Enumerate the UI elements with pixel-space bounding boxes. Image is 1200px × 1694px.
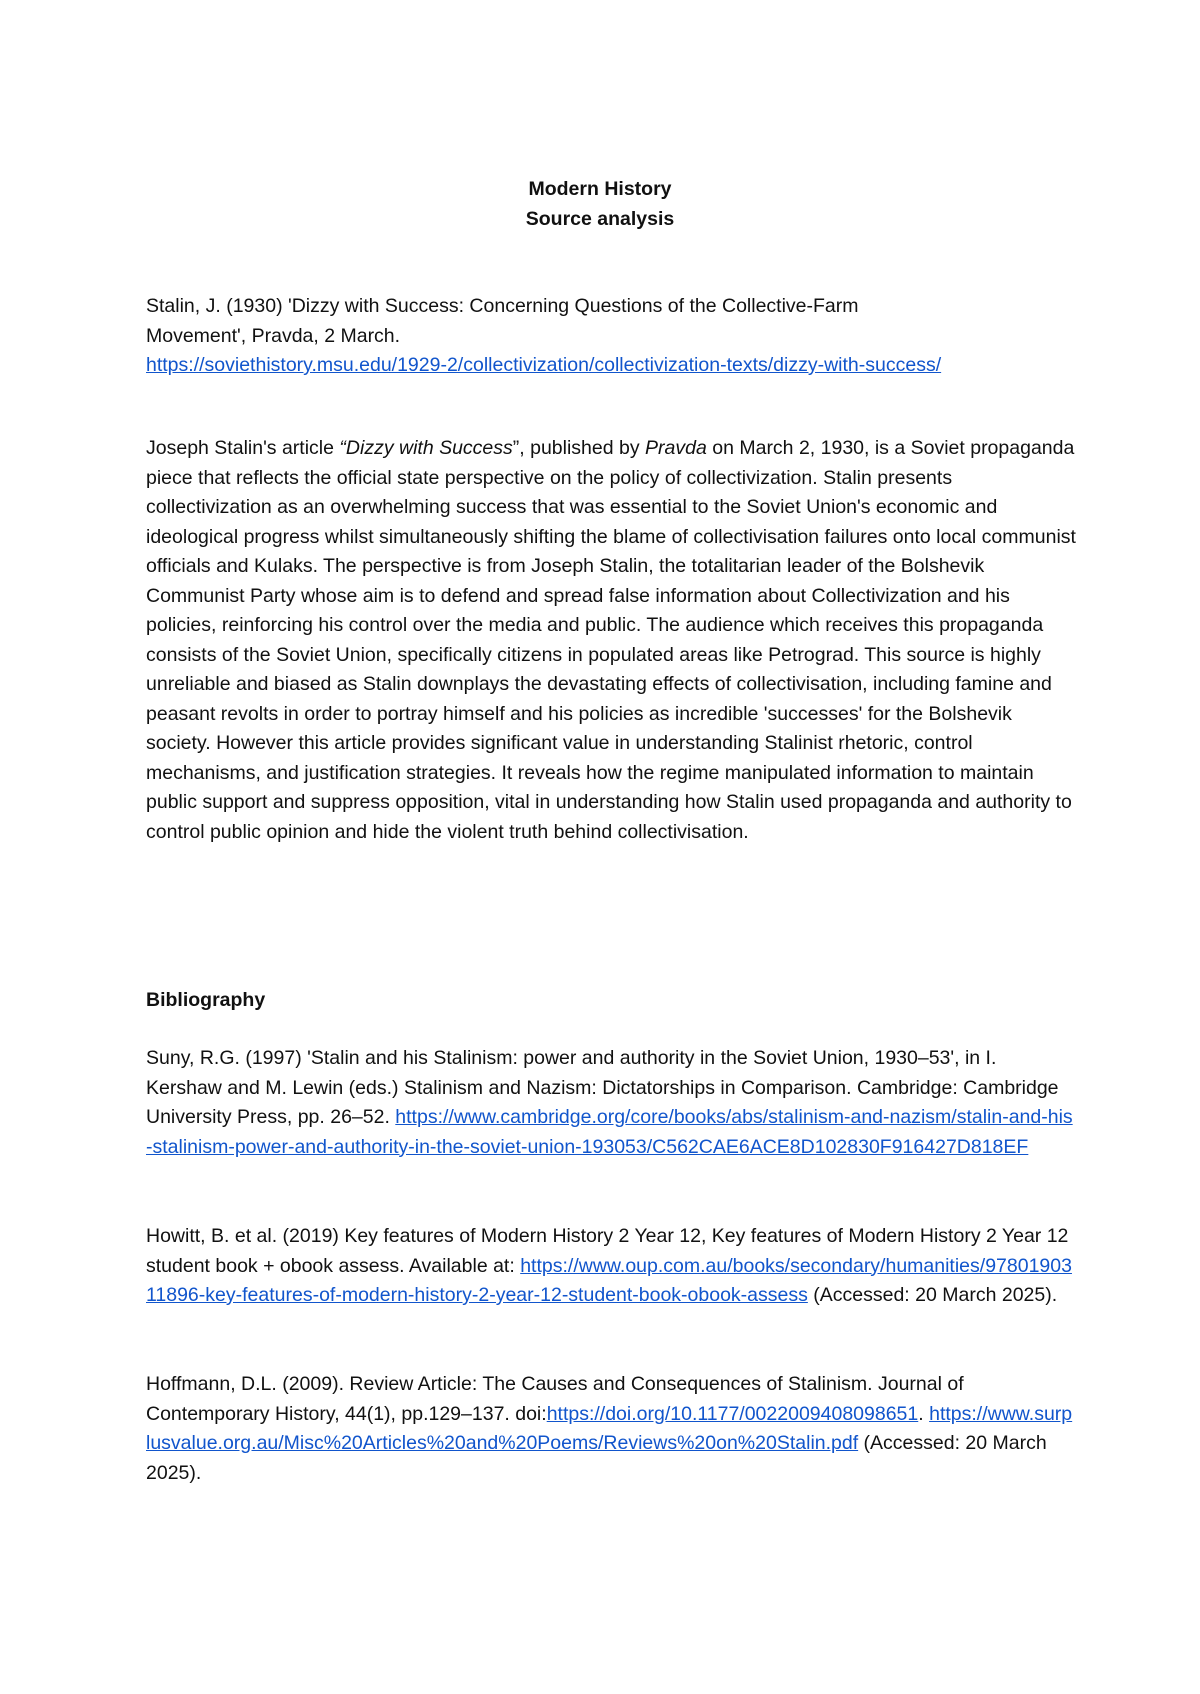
document-title-block xyxy=(0,174,1200,234)
bibliography-entry-link[interactable]: https://www.cambridge.org/core/books/abs/stalinism-and-nazism/stalin-and-his-stalinism-power-and-authority-in-the-soviet-union-193053/C562CAE6ACE8D102830F916427D818EF xyxy=(146,1106,1073,1158)
bibliography-entry xyxy=(146,1222,1076,1311)
source-citation xyxy=(146,292,1076,381)
analysis-after-title: ”, published by xyxy=(512,437,646,459)
bibliography-entry-accessed: (Accessed: 20 March 2025). xyxy=(146,1432,1047,1484)
bibliography-entry xyxy=(146,1044,1076,1162)
citation-url-link[interactable]: https://soviethistory.msu.edu/1929-2/collectivization/collectivization-texts/dizzy-with-success/ xyxy=(146,354,942,376)
bibliography-doi-suffix: . xyxy=(918,1402,924,1425)
bibliography-entry-link[interactable]: https://www.oup.com.au/books/secondary/humanities/9780190311896-key-features-of-modern-history-2-year-12-student-book-obook-assess xyxy=(146,1254,1072,1306)
bibliography-entry-text: Suny, R.G. (1997) 'Stalin and his Stalinism: power and authority in the Soviet Union, 1930–53', in I. Kershaw and M. Lewin (eds.) Stalinism and Nazism: Dictatorships in Comparison. Cambridge: Cambridge University Press, pp. 26–52. xyxy=(146,1047,1059,1128)
bibliography-doi-link[interactable]: https://doi.org/10.1177/0022009408098651 xyxy=(546,1402,919,1425)
bibliography-entry-text: Hoffmann, D.L. (2009). Review Article: The Causes and Consequences of Stalinism. Journal of Contemporary History, 44(1), pp.129–137. doi: xyxy=(146,1373,964,1425)
analysis-body: on March 2, 1930, is a Soviet propaganda piece that reflects the official state perspective on the policy of collectivization. Stalin presents collectivization as an overwhelming success that was essential to the Soviet Union's economic and ideological progress whilst simultaneously shifting the blame of collectivisation failures onto local communist officials and Kulaks. The perspective is from Joseph Stalin, the totalitarian leader of the Bolshevik Communist Party whose aim is to defend and spread false information about Collectivization and his policies, reinforcing his control over the media and public. The audience which receives this propaganda consists of the Soviet Union, specifically citizens in populated areas like Petrograd. This source is highly unreliable and biased as Stalin downplays the devastating effects of collectivisation, including famine and peasant revolts in order to portray himself and his policies as incredible 'successes' for the Bolshevik society. However this article provides significant value in understanding Stalinist rhetoric, control mechanisms, and justification strategies. It reveals how the regime manipulated information to maintain public support and suppress opposition, vital in understanding how Stalin used propaganda and authority to control public opinion and hide the violent truth behind collectivisation. xyxy=(146,437,1076,843)
analysis-article-title: “Dizzy with Success xyxy=(339,437,513,459)
bibliography-entry-text: Howitt, B. et al. (2019) Key features of Modern History 2 Year 12, Key features of Modern History 2 Year 12 student book + obook assess. Available at: xyxy=(146,1225,1069,1277)
citation-line-2: Movement', Pravda, 2 March. xyxy=(146,324,401,347)
analysis-paragraph xyxy=(146,434,1076,847)
course-title: Modern History xyxy=(528,178,672,200)
citation-line-1: Stalin, J. (1930) 'Dizzy with Success: Concerning Questions of the Collective-Farm xyxy=(146,295,859,317)
analysis-newspaper-name: Pravda xyxy=(645,437,707,459)
bibliography-entry xyxy=(146,1370,1076,1488)
analysis-lead: Joseph Stalin's article xyxy=(146,437,340,459)
bibliography-entry-link[interactable]: https://www.surplusvalue.org.au/Misc%20Articles%20and%20Poems/Reviews%20on%20Stalin.pdf xyxy=(146,1402,1073,1454)
document-subtitle: Source analysis xyxy=(525,208,675,230)
bibliography-heading: Bibliography xyxy=(146,989,266,1011)
bibliography-entry-accessed: (Accessed: 20 March 2025). xyxy=(807,1284,1058,1306)
